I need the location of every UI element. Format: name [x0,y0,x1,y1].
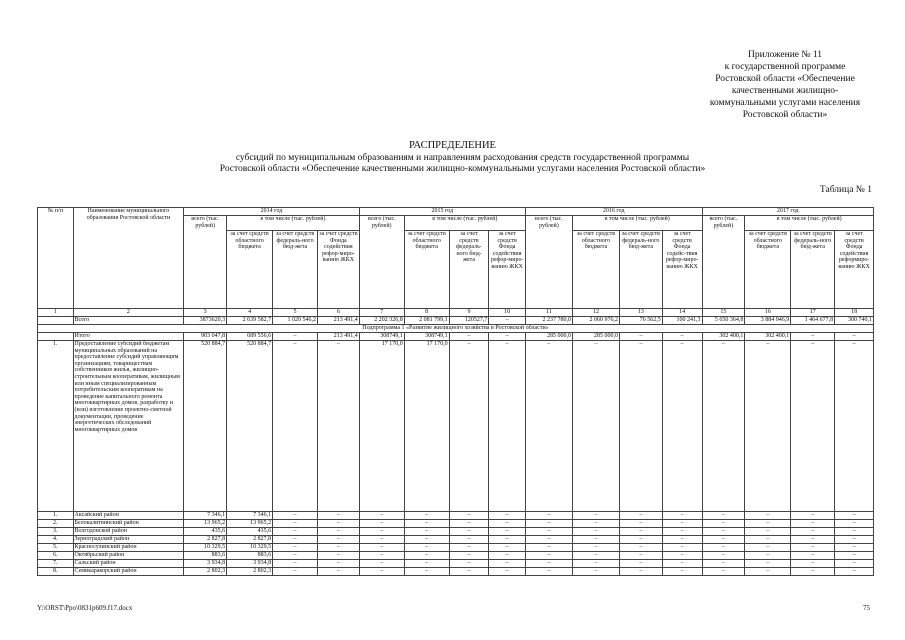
value-cell: 120527,7 [449,317,489,325]
value-cell: – [619,544,662,552]
value-cell: – [489,333,526,341]
value-cell: – [619,536,662,544]
value-cell: – [619,520,662,528]
item-number: 1. [38,341,74,512]
header-incl: в том числе (тыс. рублей) [572,216,702,231]
value-cell: – [273,520,318,528]
value-cell: – [572,568,619,576]
value-cell: 883,6 [227,552,273,560]
value-cell: 3873620,3 [184,317,227,325]
value-cell: – [572,341,619,512]
header-row-years [38,208,874,216]
district-name: Зерноградский район [73,536,184,544]
value-cell: – [449,552,489,560]
value-cell: – [791,333,835,341]
value-cell: – [404,512,449,520]
value-cell: – [359,568,404,576]
annex-line: к государственной программе [724,62,846,72]
value-cell: – [702,536,745,544]
district-name: Семикаракорский район [73,568,184,576]
value-cell: 3 934,8 [227,560,273,568]
value-cell: – [702,520,745,528]
value-cell: – [449,536,489,544]
value-cell: – [745,544,791,552]
district-number: 4. [38,536,74,544]
header-year: 2016 год [525,208,702,216]
value-cell: – [317,341,359,512]
value-cell: – [702,544,745,552]
value-cell: – [359,512,404,520]
district-name: Красносулинский район [73,544,184,552]
district-number: 3. [38,528,74,536]
district-number: 2. [38,520,74,528]
value-cell: – [317,520,359,528]
column-number: 18 [835,309,874,317]
column-number-row [38,309,874,317]
column-number: 10 [489,309,526,317]
value-cell: – [835,552,874,560]
value-cell: – [619,512,662,520]
district-name: Сальский район [73,560,184,568]
value-cell: – [745,512,791,520]
annex-line: Приложение № 11 [748,50,822,60]
value-cell: – [835,512,874,520]
column-number: 16 [745,309,791,317]
document-subtitle [40,153,885,175]
header-total: всего (тыс. рублей) [359,216,404,309]
value-cell: – [791,512,835,520]
value-cell: – [835,568,874,576]
value-cell: – [449,568,489,576]
value-cell: – [359,552,404,560]
value-cell: – [449,333,489,341]
district-row [38,512,874,520]
value-cell: – [745,341,791,512]
value-cell: 1 020 546,2 [273,317,318,325]
header-year: 2014 год [184,208,360,216]
page-number: 75 [863,604,870,612]
value-cell: 7 346,1 [227,512,273,520]
value-cell: – [702,568,745,576]
header-federal: за счет средств федераль-ного бюд-жета [791,231,835,309]
district-row [38,568,874,576]
value-cell: 689 556,6 [227,333,273,341]
value-cell: – [791,544,835,552]
value-cell: – [572,512,619,520]
value-cell: 285 000,0 [572,333,619,341]
district-name: Волгодонской район [73,528,184,536]
district-number: 7. [38,560,74,568]
value-cell: 7 346,1 [184,512,227,520]
value-cell: – [449,512,489,520]
annex-line: Ростовской области» [742,110,828,120]
value-cell: – [662,552,702,560]
column-number: 17 [791,309,835,317]
header-fund: за счет средств Фонда содействия реформиро-ванию ЖКХ [835,231,874,309]
value-cell: 5 650 364,8 [702,317,745,325]
value-cell: – [572,536,619,544]
value-cell: – [835,560,874,568]
value-cell: – [359,544,404,552]
header-year: 2017 год [702,208,874,216]
subtitle-line: субсидий по муниципальным образованиям и направлениям расходования средств государственной программы [235,153,690,163]
value-cell: – [745,536,791,544]
value-cell: – [619,568,662,576]
value-cell: – [791,536,835,544]
table-number: Таблица № 1 [819,185,872,195]
district-name: Аксайский район [73,512,184,520]
value-cell: – [525,520,572,528]
value-cell: – [273,536,318,544]
value-cell: 2 202 326,8 [359,317,404,325]
district-number: 5. [38,544,74,552]
value-cell: 213 491,4 [317,317,359,325]
value-cell: – [317,568,359,576]
value-cell: 302 400,1 [745,333,791,341]
value-cell: 302 400,1 [702,333,745,341]
column-number: 3 [184,309,227,317]
value-cell: 3 934,8 [184,560,227,568]
value-cell: 13 965,2 [184,520,227,528]
value-cell: 10 329,5 [184,544,227,552]
value-cell: – [702,552,745,560]
header-federal: за счет средств федераль-ного бюд-жета [273,231,318,309]
district-row [38,536,874,544]
district-row [38,520,874,528]
itogo-row [38,333,874,341]
header-total: всего (тыс. рублей) [184,216,227,309]
value-cell: – [662,341,702,512]
column-number: 8 [404,309,449,317]
value-cell: – [745,552,791,560]
subtitle-line: Ростовской области «Обеспечение качественными жилищно-коммунальными услугами населения Ростовской области» [219,164,706,174]
value-cell: – [791,560,835,568]
value-cell: – [835,544,874,552]
header-fund: за счет средств Фонда содействия рефор-миро-ванию ЖКХ [489,231,526,309]
header-fund: за счет средств Фонда содействия рефор-миро-ванию ЖКХ [317,231,359,309]
district-number: 8. [38,568,74,576]
header-incl: в том числе (тыс. рублей) [227,216,360,231]
value-cell: – [835,520,874,528]
value-cell: – [489,520,526,528]
value-cell: – [489,552,526,560]
column-number: 6 [317,309,359,317]
document-title: РАСПРЕДЕЛЕНИЕ [409,140,496,151]
value-cell: – [404,536,449,544]
value-cell: – [525,568,572,576]
value-cell: – [273,568,318,576]
value-cell: – [791,520,835,528]
value-cell: – [619,333,662,341]
value-cell: – [359,560,404,568]
district-row [38,544,874,552]
district-row [38,528,874,536]
value-cell: – [662,333,702,341]
value-cell: 883,6 [184,552,227,560]
value-cell: – [317,560,359,568]
value-cell: – [662,560,702,568]
value-cell: – [489,512,526,520]
value-cell: 76 562,5 [619,317,662,325]
value-cell: – [662,528,702,536]
district-name: Октябрьский район [73,552,184,560]
value-cell: – [404,520,449,528]
value-cell: – [489,544,526,552]
value-cell: – [525,544,572,552]
value-cell: – [619,552,662,560]
annex-block [700,49,870,121]
value-cell: – [662,520,702,528]
value-cell: – [745,568,791,576]
footer-file-path: Y:\ORST\Ppo\0831p609.f17.docx [37,604,133,612]
header-incl: в том числе (тыс. рублей) [745,216,874,231]
value-cell: 2 802,3 [184,568,227,576]
value-cell: – [525,528,572,536]
column-number: 4 [227,309,273,317]
value-cell: 213 491,4 [317,333,359,341]
value-cell: – [525,536,572,544]
annex-line: Ростовской области «Обеспечение [715,74,855,84]
value-cell: – [359,520,404,528]
value-cell: 17 170,0 [359,341,404,512]
header-regional: за счет средств областного бюджета [572,231,619,309]
value-cell: – [317,512,359,520]
value-cell: – [525,552,572,560]
value-cell: – [359,528,404,536]
value-cell: 520 884,7 [227,341,273,512]
value-cell: – [449,544,489,552]
value-cell: – [273,512,318,520]
value-cell: – [404,528,449,536]
value-cell: – [745,560,791,568]
value-cell: – [791,341,835,512]
value-cell: 308749,1 [359,333,404,341]
header-regional: за счет средств областного бюджета [745,231,791,309]
value-cell: 300 740,1 [835,317,874,325]
value-cell: – [317,552,359,560]
column-number: 7 [359,309,404,317]
header-total: всего (тыс. рублей) [702,216,745,309]
value-cell: 13 965,2 [227,520,273,528]
value-cell: – [619,560,662,568]
value-cell: – [273,552,318,560]
header-federal: за счет средств федераль-ного бюд-жета [619,231,662,309]
column-number: 1 [38,309,74,317]
district-rows [38,512,874,576]
value-cell: 10 329,5 [227,544,273,552]
value-cell: – [404,568,449,576]
value-cell: – [273,528,318,536]
header-name: Наименование муниципального образования Ростовской области [73,208,184,309]
item-name: Предоставление субсидий бюджетам муниципальных образований на предоставление субсидий управляющим организациям, товариществам собственников жилья, жилищно-строительным кооперативам, жилищным или иным специализированным потребительским кооперативам на проведение капитального ремонта многоквартирных домов, разработку и (или) изготовление проектно-сметной документации, проведение энергетических обследований многоквартирных домов [73,341,184,512]
subsidy-table [37,207,874,576]
value-cell: – [662,568,702,576]
value-cell: – [835,528,874,536]
district-row [38,552,874,560]
value-cell: – [273,560,318,568]
value-cell: – [273,341,318,512]
value-cell: 2 081 799,1 [404,317,449,325]
value-cell: – [572,552,619,560]
value-cell: – [702,560,745,568]
value-cell: – [835,536,874,544]
subprogram-row [38,325,874,333]
value-cell: – [791,528,835,536]
column-number: 5 [273,309,318,317]
subprogram-title: Подпрограмма 1 «Развитие жилищного хозяйства в Ростовской области» [38,325,874,333]
value-cell: – [489,528,526,536]
value-cell: – [702,341,745,512]
header-total: всего (тыс. рублей) [525,216,572,309]
value-cell: 2 827,8 [184,536,227,544]
value-cell: – [525,560,572,568]
column-number: 13 [619,309,662,317]
value-cell: 17 170,0 [404,341,449,512]
value-cell: – [317,544,359,552]
total-label: Всего [73,317,184,325]
header-year: 2015 год [359,208,525,216]
value-cell: 285 000,0 [525,333,572,341]
column-number: 9 [449,309,489,317]
value-cell: – [404,552,449,560]
value-cell: – [489,568,526,576]
value-cell: 435,6 [184,528,227,536]
value-cell: – [835,341,874,512]
header-no: № п/п [38,208,74,309]
value-cell: – [662,544,702,552]
value-cell: – [745,528,791,536]
value-cell: – [525,341,572,512]
value-cell: – [791,552,835,560]
district-row [38,560,874,568]
value-cell: – [489,560,526,568]
value-cell: 2 802,3 [227,568,273,576]
value-cell: – [619,341,662,512]
value-cell: – [449,528,489,536]
item-row [38,341,874,512]
value-cell: 435,6 [227,528,273,536]
value-cell: – [449,341,489,512]
value-cell: 2 237 780,0 [525,317,572,325]
value-cell: – [404,544,449,552]
district-name: Белокалитвинский район [73,520,184,528]
value-cell: – [525,512,572,520]
value-cell: – [489,536,526,544]
value-cell: – [449,520,489,528]
value-cell: 903 047,8 [184,333,227,341]
header-regional: за счет средств областного бюджета [404,231,449,309]
itogo-label: Итого [73,333,184,341]
value-cell: 520 884,7 [184,341,227,512]
annex-line: качественными жилищно- [731,86,839,96]
value-cell: – [662,512,702,520]
column-number: 15 [702,309,745,317]
value-cell: – [745,520,791,528]
value-cell: 2 639 582,7 [227,317,273,325]
value-cell: – [572,560,619,568]
value-cell: – [702,528,745,536]
value-cell: – [489,341,526,512]
value-cell: – [317,528,359,536]
value-cell: – [449,560,489,568]
value-cell: – [572,544,619,552]
value-cell: 2 060 976,2 [572,317,619,325]
value-cell: – [791,568,835,576]
column-number: 12 [572,309,619,317]
header-federal: за счет средств федераль-ного бюд-жета [449,231,489,309]
value-cell: – [489,317,526,325]
value-cell: – [702,512,745,520]
value-cell: 2 827,8 [227,536,273,544]
header-regional: за счет средств областного бюджета [227,231,273,309]
annex-line: коммунальными услугами населения [709,98,861,108]
column-number: 2 [73,309,184,317]
column-number: 14 [662,309,702,317]
value-cell: – [835,333,874,341]
value-cell: – [619,528,662,536]
value-cell: – [273,544,318,552]
value-cell: – [359,536,404,544]
column-number: 11 [525,309,572,317]
value-cell: – [662,536,702,544]
value-cell: 1 464 677,8 [791,317,835,325]
total-row [38,317,874,325]
district-number: 1. [38,512,74,520]
value-cell: – [404,560,449,568]
value-cell: 100 241,3 [662,317,702,325]
header-fund: за счет средств Фонда содейс-твия рефор-миро-ванию ЖКХ [662,231,702,309]
value-cell: 3 884 946,9 [745,317,791,325]
value-cell: – [273,333,318,341]
value-cell: 308749,1 [404,333,449,341]
value-cell: – [317,536,359,544]
value-cell: – [572,520,619,528]
value-cell: – [572,528,619,536]
header-incl: в том числе (тыс. рублей) [404,216,525,231]
district-number: 6. [38,552,74,560]
